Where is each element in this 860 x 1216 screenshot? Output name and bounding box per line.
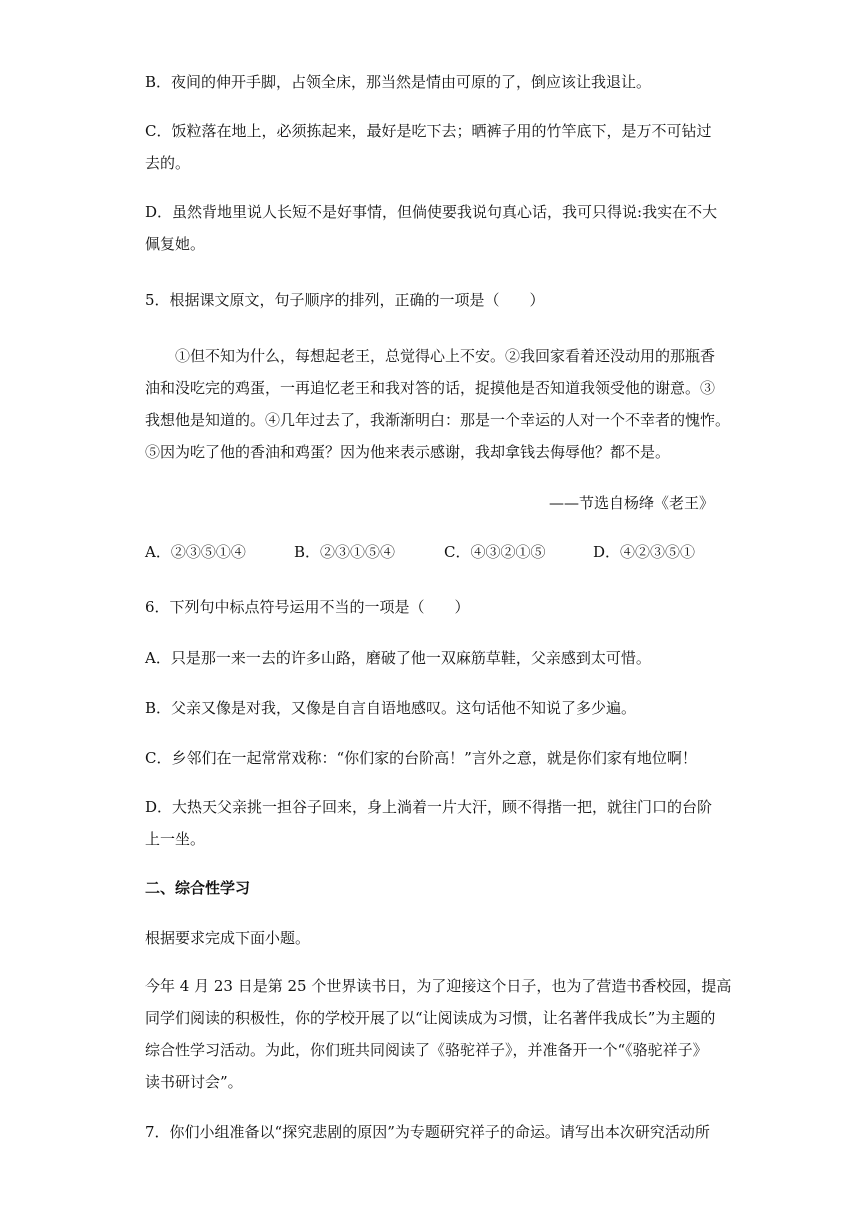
section2-para-line2: 同学们阅读的积极性，你的学校开展了以“让阅读成为习惯，让名著伴我成长”为主题的 — [145, 1009, 716, 1027]
section2-intro: 根据要求完成下面小题。 — [145, 929, 311, 947]
q5-stem: 5．根据课文原文，句子顺序的排列，正确的一项是（ ） — [145, 291, 545, 309]
q5-source: ——节选自杨绛《老王》 — [548, 494, 714, 512]
q4-option-c-line2: 去的。 — [145, 154, 191, 172]
q6-option-c: C．乡邻们在一起常常戏称：“你们家的台阶高！”言外之意，就是你们家有地位啊！ — [145, 749, 697, 767]
q6-stem: 6．下列句中标点符号运用不当的一项是（ ） — [145, 598, 470, 616]
q4-option-c-line1: C．饭粒落在地上，必须拣起来，最好是吃下去；晒裤子用的竹竿底下，是万不可钻过 — [145, 122, 712, 140]
q4-option-b: B．夜间的伸开手脚，占领全床，那当然是情由可原的了，倒应该让我退让。 — [145, 73, 652, 91]
section2-para-line4: 读书研讨会”。 — [145, 1073, 243, 1091]
q5-option-a: A．②③⑤①④ — [145, 543, 246, 561]
q5-option-d: D．④②③⑤① — [593, 543, 696, 561]
q6-option-d-line1: D．大热天父亲挑一担谷子回来，身上淌着一片大汗，顾不得揩一把，就往门口的台阶 — [145, 798, 713, 816]
q5-option-b: B．②③①⑤④ — [294, 543, 396, 561]
q6-option-b: B．父亲又像是对我，又像是自言自语地感叹。这句话他不知说了多少遍。 — [145, 699, 637, 717]
q7-stem: 7．你们小组准备以“探究悲剧的原因”为专题研究祥子的命运。请写出本次研究活动所 — [145, 1123, 710, 1141]
section2-title: 二、综合性学习 — [145, 879, 251, 897]
q4-option-d-line2: 佩复她。 — [145, 235, 206, 253]
section2-para-line1: 今年 4 月 23 日是第 25 个世界读书日，为了迎接这个日子，也为了营造书香校园，提高 — [145, 977, 732, 995]
section2-para-line3: 综合性学习活动。为此，你们班共同阅读了《骆驼祥子》，并准备开一个“《骆驼祥子》 — [145, 1041, 708, 1059]
q5-passage-line4: ⑤因为吃了他的香油和鸡蛋？因为他来表示感谢，我却拿钱去侮辱他？都不是。 — [145, 443, 671, 461]
q5-passage-line2: 油和没吃完的鸡蛋，一再追忆老王和我对答的话，捉摸他是否知道我领受他的谢意。③ — [145, 379, 716, 397]
q5-passage-line1: ①但不知为什么，每想起老王，总觉得心上不安。②我回家看着还没动用的那瓶香 — [175, 347, 716, 365]
q4-option-d-line1: D．虽然背地里说人长短不是好事情，但倘使要我说句真心话，我可只得说:我实在不大 — [145, 203, 718, 221]
q5-passage-line3: 我想他是知道的。④几年过去了，我渐渐明白：那是一个幸运的人对一个不幸者的愧怍。 — [145, 411, 731, 429]
q6-option-d-line2: 上一坐。 — [145, 830, 206, 848]
q6-option-a: A．只是那一来一去的许多山路，磨破了他一双麻筋草鞋，父亲感到太可惜。 — [145, 649, 651, 667]
q5-option-c: C．④③②①⑤ — [444, 543, 546, 561]
